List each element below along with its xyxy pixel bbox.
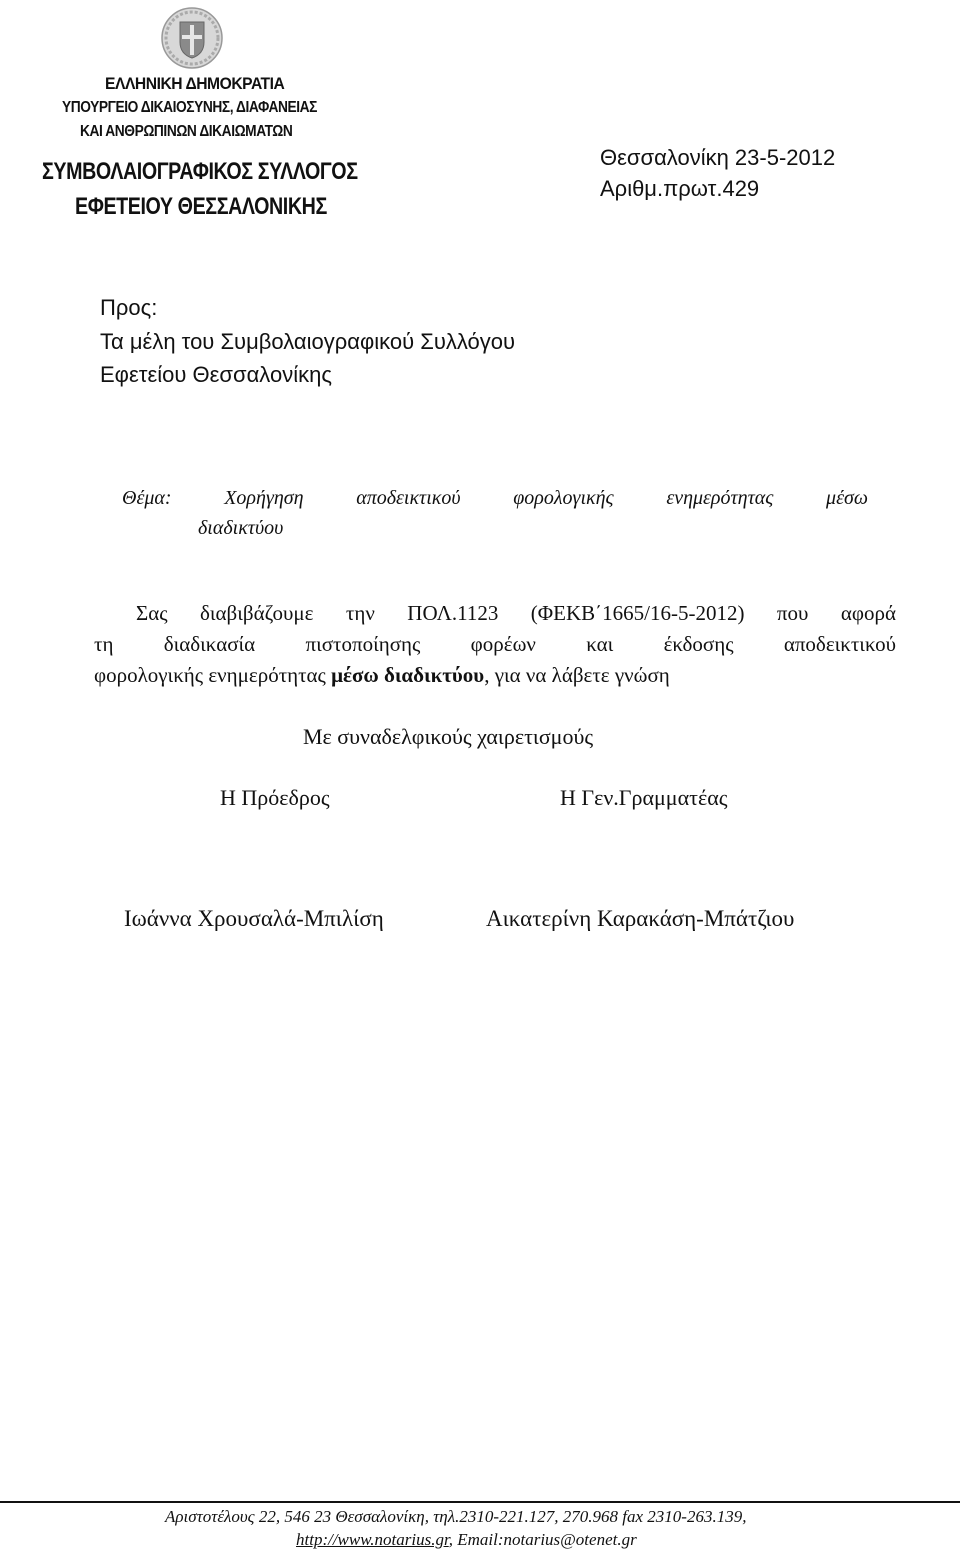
protocol-number: Αριθμ.πρωτ.429 [600,176,760,201]
greek-coat-of-arms-icon [160,6,224,70]
subject-continuation: διαδικτύου [198,517,284,539]
subject-word: ενημερότητας [666,487,774,509]
body-line [94,660,896,691]
footer-address: Αριστοτέλους 22, 546 23 Θεσσαλονίκη, τηλ.2310-221.127, 270.968 fax 2310-263.139, [165,1507,747,1526]
body-word: φορέων [470,632,536,656]
body-line [94,598,896,629]
recipient-line: Εφετείου Θεσσαλονίκης [100,362,332,387]
signatory-name-president: Ιωάννα Χρουσαλά-Μπιλίση [124,906,384,931]
body-word: που [776,601,809,625]
subject-word: Χορήγηση [224,487,304,509]
body-word: αποδεικτικού [783,632,896,656]
body-word: και [586,632,614,656]
body-word: αφορά [840,601,896,625]
body-word: (ΦΕΚΒ΄1665/16-5-2012) [530,601,745,625]
footer-contact [296,1530,637,1550]
body-word: διαδικασία [163,632,256,656]
header-court: ΕΦΕΤΕΙΟΥ ΘΕΣΣΑΛΟΝΙΚΗΣ [75,193,327,220]
website-link[interactable]: http://www.notarius.gr [296,1530,449,1549]
body-word: έκδοσης [663,632,734,656]
body-word: διαβιβάζουμε [200,601,314,625]
subject-word: μέσω [826,487,868,509]
body-text: , για να λάβετε γνώση [484,663,670,687]
footer-email: , Email:notarius@otenet.gr [448,1530,637,1549]
document-date: Θεσσαλονίκη 23-5-2012 [600,145,836,170]
subject-word: αποδεικτικού [356,487,461,509]
closing-salutation: Με συναδελφικούς χαιρετισμούς [303,724,594,749]
signatory-name-secretary: Αικατερίνη Καρακάση-Μπάτζιου [486,906,795,931]
header-association: ΣΥΜΒΟΛΑΙΟΓΡΑΦΙΚΟΣ ΣΥΛΛΟΓΟΣ [42,158,358,185]
body-word: τη [94,632,114,656]
header-country: ΕΛΛΗΝΙΚΗ ΔΗΜΟΚΡΑΤΙΑ [105,74,285,93]
body-text: φορολογικής ενημερότητας [94,663,332,687]
recipient-label: Προς: [100,295,158,320]
recipient-line: Τα μέλη του Συμβολαιογραφικού Συλλόγου [100,329,516,354]
subject-word: Θέμα: [122,487,172,509]
header-ministry-cont: ΚΑΙ ΑΝΘΡΩΠΙΝΩΝ ΔΙΚΑΙΩΜΑΤΩΝ [80,123,293,140]
subject-line [122,483,868,513]
body-line [94,629,896,660]
body-word: την [345,601,375,625]
body-word: Σας [136,601,168,625]
subject-word: φορολογικής [513,487,614,509]
signatory-role-president: Η Πρόεδρος [220,785,330,810]
subject-block [122,483,868,543]
body-emphasis: μέσω διαδικτύου [331,663,485,687]
signatory-role-secretary: Η Γεν.Γραμματέας [560,785,728,810]
footer-divider [0,1501,960,1503]
body-paragraph [94,598,896,691]
body-word: πιστοποίησης [305,632,421,656]
body-word: ΠΟΛ.1123 [407,601,499,625]
header-ministry: ΥΠΟΥΡΓΕΙΟ ΔΙΚΑΙΟΣΥΝΗΣ, ΔΙΑΦΑΝΕΙΑΣ [62,99,317,116]
